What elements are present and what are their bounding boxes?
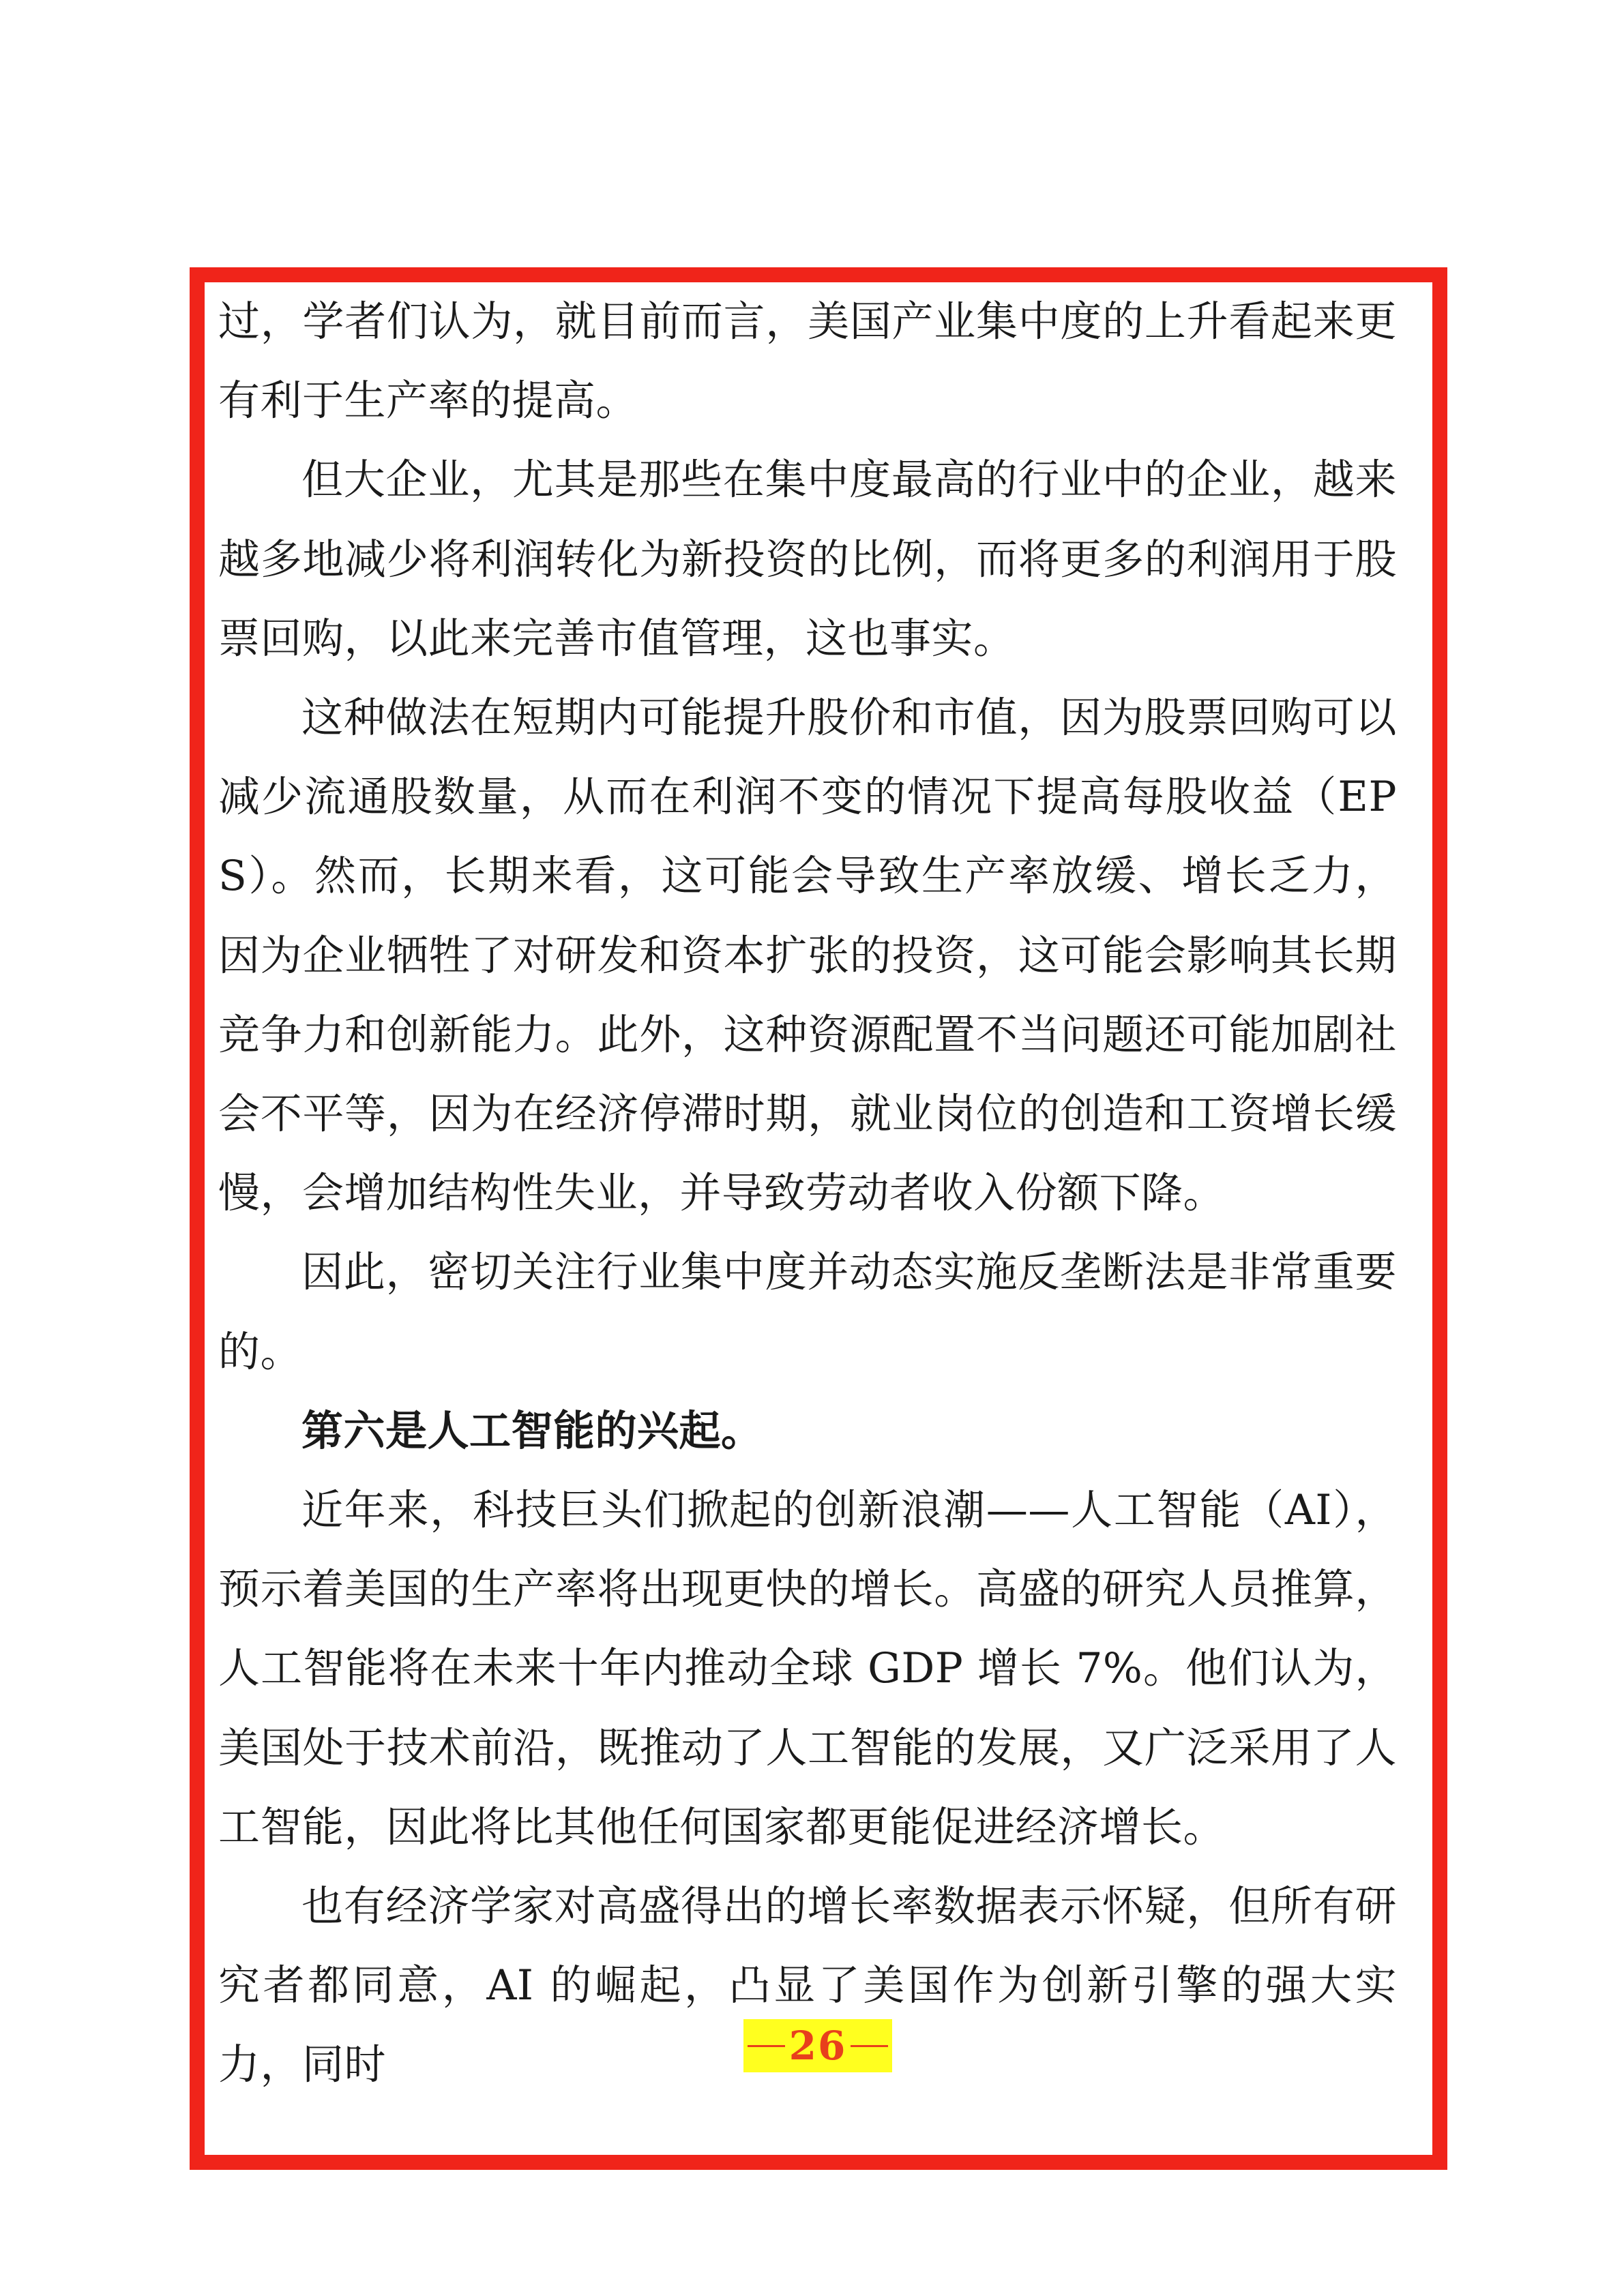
paragraph-skepticism: 也有经济学家对高盛得出的增长率数据表示怀疑，但所有研究者都同意，AI 的崛起，凸显了美国作为创新引擎的强大实力，同时: [218, 1882, 1397, 2089]
page-border-frame: [190, 267, 1447, 2170]
paragraph-buybacks: 但大企业，尤其是那些在集中度最高的行业中的企业，越来越多地减少将利润转化为新投资的比例，而将更多的利润用于股票回购，以此来完善市值管理，这也事实。: [218, 456, 1397, 663]
paragraph-ai-growth: 近年来，科技巨头们掀起的创新浪潮——人工智能（AI），预示着美国的生产率将出现更快的增长。高盛的研究人员推算，人工智能将在未来十年内推动全球 GDP 增长 7%。他们认为，美国处于技术前沿，既推动了人工智能的发展，又广泛采用了人工智能，因此将比其他任何国家都更能促进经济增长。: [218, 1486, 1397, 1851]
paragraph-consequences: 这种做法在短期内可能提升股价和市值，因为股票回购可以减少流通股数量，从而在利润不变的情况下提高每股收益（EPS）。然而，长期来看，这可能会导致生产率放缓、增长乏力，因为企业牺牲了对研发和资本扩张的投资，这可能会影响其长期竞争力和创新能力。此外，这种资源配置不当问题还可能加剧社会不平等，因为在经济停滞时期，就业岗位的创造和工资增长缓慢，会增加结构性失业，并导致劳动者收入份额下降。: [218, 694, 1397, 1218]
dash-left-icon: [748, 2045, 785, 2047]
paragraph-antitrust: 因此，密切关注行业集中度并动态实施反垄断法是非常重要的。: [218, 1248, 1397, 1376]
paragraph-continuation: 过，学者们认为，就目前而言，美国产业集中度的上升看起来更有利于生产率的提高。: [218, 297, 1397, 426]
dash-right-icon: [851, 2045, 888, 2047]
page-number: 26: [788, 2023, 847, 2069]
section-heading-ai: 第六是人工智能的兴起。: [301, 1406, 763, 1455]
page-number-badge: [743, 2019, 892, 2072]
document-body: [218, 282, 1397, 2105]
